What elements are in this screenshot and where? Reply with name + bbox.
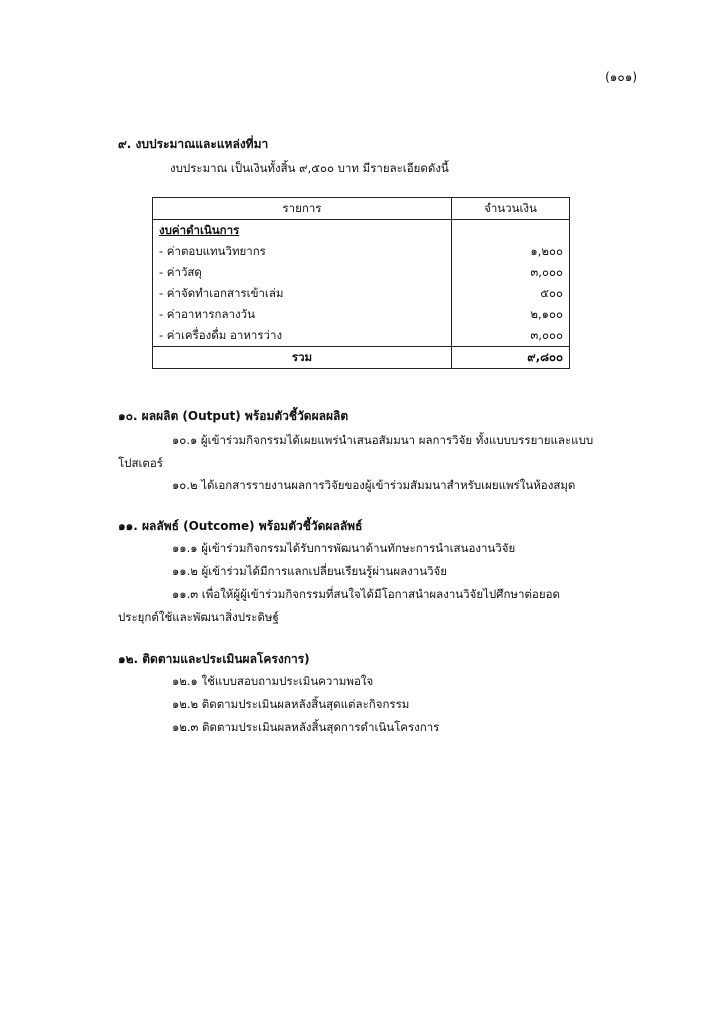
section-10-item-2: ๑๐.๒ ได้เอกสารรายงานผลการวิจัยของผู้เข้าร่วมสัมมนาสำหรับเผยแพร่ในห้องสมุด bbox=[172, 478, 576, 492]
budget-item: - ค่าตอบแทนวิทยากร bbox=[153, 241, 452, 262]
section-11-item-3: ๑๑.๓ เพื่อให้ผู้ผู้เข้าร่วมกิจกรรมที่สนใจได้มีโอกาสนำผลงานวิจัยไปศึกษาต่อยอด bbox=[172, 587, 560, 601]
column-header-amount: จำนวนเงิน bbox=[452, 198, 570, 220]
budget-amount: ๒,๑๐๐ bbox=[452, 304, 570, 325]
table-row bbox=[153, 304, 570, 325]
table-row bbox=[153, 283, 570, 304]
section-12-item-2: ๑๒.๒ ติดตามประเมินผลหลังสิ้นสุดแต่ละกิจกรรม bbox=[172, 697, 410, 711]
budget-table bbox=[152, 197, 570, 369]
budget-total-amount: ๙,๘๐๐ bbox=[452, 347, 570, 369]
budget-table-header bbox=[153, 198, 570, 220]
section-9-intro: งบประมาณ เป็นเงินทั้งสิ้น ๙,๕๐๐ บาท มีรายละเอียดดังนี้ bbox=[170, 161, 449, 175]
section-10-item-1: ๑๐.๑ ผู้เข้าร่วมกิจกรรมได้เผยแพร่นำเสนอสัมมนา ผลการวิจัย ทั้งแบบบรรยายและแบบ bbox=[172, 433, 594, 447]
budget-item: - ค่าจัดทำเอกสารเข้าเล่ม bbox=[153, 283, 452, 304]
table-row bbox=[153, 325, 570, 347]
section-9-heading: ๙. งบประมาณและแหล่งที่มา bbox=[118, 137, 269, 151]
page-number: (๑๐๑) bbox=[605, 70, 637, 84]
budget-category: งบค่าดำเนินการ bbox=[153, 220, 452, 242]
section-11-item-2: ๑๑.๒ ผู้เข้าร่วมได้มีการแลกเปลี่ยนเรียนรู้ผ่านผลงานวิจัย bbox=[172, 564, 448, 578]
section-10-heading: ๑๐. ผลผลิต (Output) พร้อมตัวชี้วัดผลผลิต bbox=[118, 409, 349, 423]
column-header-item: รายการ bbox=[153, 198, 452, 220]
table-row bbox=[153, 241, 570, 262]
budget-total-row bbox=[153, 347, 570, 369]
budget-category-amount bbox=[452, 220, 570, 242]
budget-item: - ค่าอาหารกลางวัน bbox=[153, 304, 452, 325]
section-12-item-3: ๑๒.๓ ติดตามประเมินผลหลังสิ้นสุดการดำเนินโครงการ bbox=[172, 720, 440, 734]
budget-item: - ค่าเครื่องดื่ม อาหารว่าง bbox=[153, 325, 452, 347]
budget-item: - ค่าวัสดุ bbox=[153, 262, 452, 283]
budget-amount: ๓,๐๐๐ bbox=[452, 262, 570, 283]
budget-amount: ๑,๒๐๐ bbox=[452, 241, 570, 262]
budget-total-label: รวม bbox=[153, 347, 452, 369]
section-11-item-1: ๑๑.๑ ผู้เข้าร่วมกิจกรรมได้รับการพัฒนาด้านทักษะการนำเสนองานวิจัย bbox=[172, 541, 516, 555]
budget-category-row bbox=[153, 220, 570, 242]
section-11-item-3-cont: ประยุกต์ใช้และพัฒนาสิ่งประดิษฐ์ bbox=[118, 610, 279, 624]
table-row bbox=[153, 262, 570, 283]
section-12-item-1: ๑๒.๑ ใช้แบบสอบถามประเมินความพอใจ bbox=[172, 674, 374, 688]
section-12-heading: ๑๒. ติดตามและประเมินผลโครงการ) bbox=[118, 652, 310, 666]
budget-amount: ๕๐๐ bbox=[452, 283, 570, 304]
budget-amount: ๓,๐๐๐ bbox=[452, 325, 570, 347]
section-10-item-1-cont: โปสเตอร์ bbox=[118, 456, 163, 470]
section-11-heading: ๑๑. ผลลัพธ์ (Outcome) พร้อมตัวชี้วัดผลลัพธ์ bbox=[118, 519, 363, 533]
